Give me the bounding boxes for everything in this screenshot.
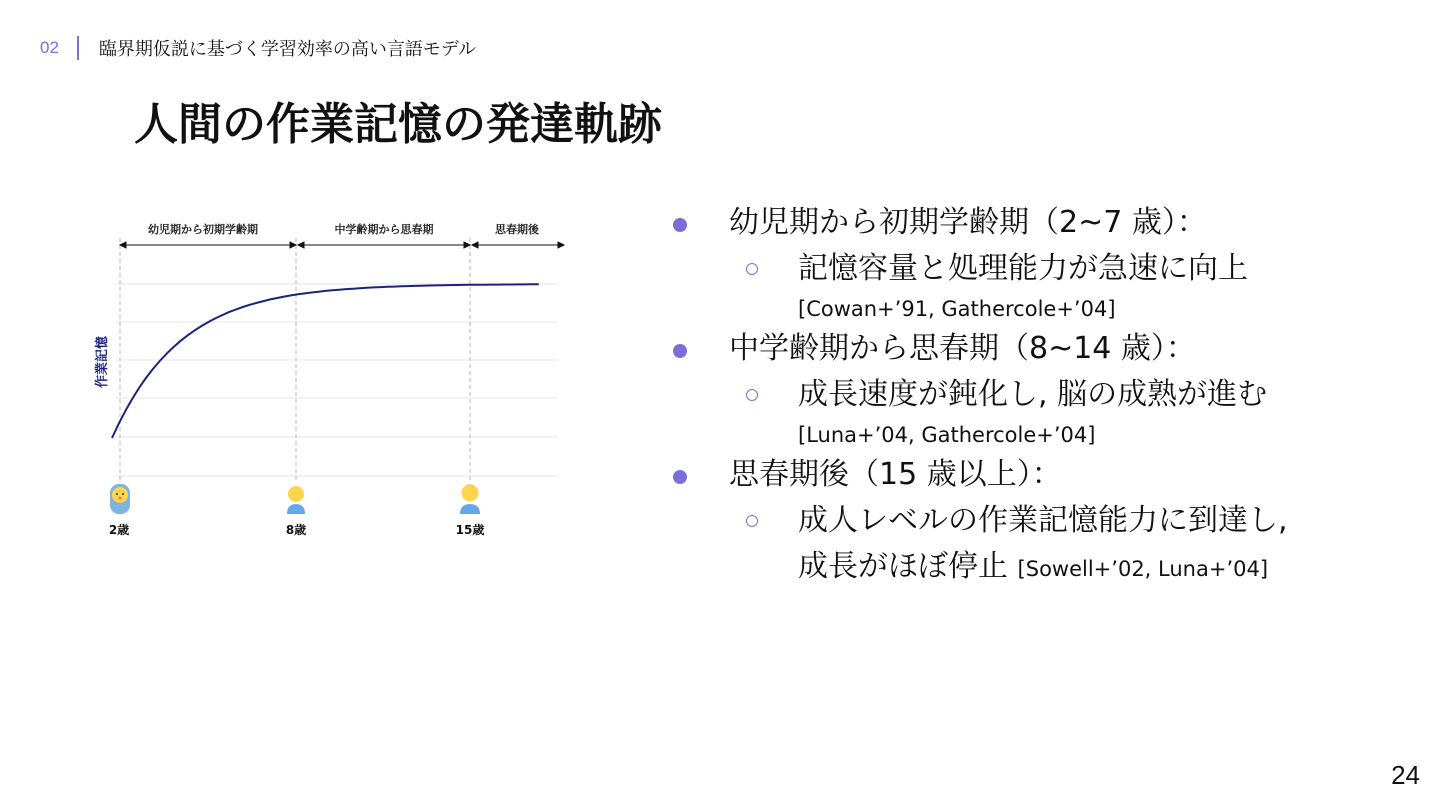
infant-icon <box>110 484 130 514</box>
chart-svg <box>86 214 566 544</box>
bullet-text: 中学齢期から思春期（8~14 歳）： <box>729 331 1196 366</box>
phase-label-2: 中学齢期から思春期 <box>334 223 434 236</box>
sub-bullet-circle <box>746 515 758 527</box>
age-label-15: 15歳 <box>455 523 485 537</box>
sub-bullet-text-continued: 成長がほぼ停止 <box>798 549 1008 584</box>
sub-bullet-item-1 <box>744 246 1410 326</box>
chart-background <box>86 214 566 544</box>
y-axis-label: 作業記憶 <box>95 335 110 389</box>
bullet-dot <box>673 470 687 484</box>
sub-bullet-item-2 <box>744 372 1410 452</box>
bullet-text: 思春期後（15 歳以上）： <box>729 457 1062 492</box>
sub-bullet-text: 成人レベルの作業記憶能力に到達し, <box>798 503 1288 538</box>
sub-bullet-text: 成長速度が鈍化し, 脳の成熟が進む <box>798 377 1268 412</box>
phase-label-3: 思春期後 <box>495 223 539 236</box>
sub-bullet-item-3 <box>744 498 1410 592</box>
bullet-list <box>670 200 1410 592</box>
working-memory-chart <box>86 214 566 544</box>
page-title: 人間の作業記憶の発達軌跡 <box>134 99 662 150</box>
bullet-item-3 <box>670 452 1410 498</box>
section-header <box>40 34 476 62</box>
bullet-item-1 <box>670 200 1410 246</box>
age-label-8: 8歳 <box>285 523 307 537</box>
bullet-item-2 <box>670 326 1410 372</box>
bullet-dot <box>673 218 687 232</box>
bullet-dot <box>673 344 687 358</box>
citation: [Cowan+’91, Gathercole+’04] <box>798 297 1116 321</box>
sub-bullet-body <box>798 498 1288 592</box>
section-title: 臨界期仮説に基づく学習効率の高い言語モデル <box>98 39 477 60</box>
page-number: 24 <box>1391 760 1420 790</box>
citation: [Luna+’04, Gathercole+’04] <box>798 423 1096 447</box>
sub-bullet-circle <box>746 263 758 275</box>
sub-bullet-body <box>798 372 1267 452</box>
citation: [Sowell+’02, Luna+’04] <box>1017 557 1269 581</box>
bullet-text: 幼児期から初期学齢期（2~7 歳）： <box>729 205 1207 240</box>
section-number: 02 <box>40 38 59 57</box>
sub-bullet-body <box>798 246 1248 326</box>
sub-bullet-text: 記憶容量と処理能力が急速に向上 <box>798 251 1248 286</box>
sub-bullet-circle <box>746 389 758 401</box>
phase-label-1: 幼児期から初期学齢期 <box>148 223 258 236</box>
section-divider <box>77 36 79 60</box>
age-label-2: 2歳 <box>108 523 130 537</box>
